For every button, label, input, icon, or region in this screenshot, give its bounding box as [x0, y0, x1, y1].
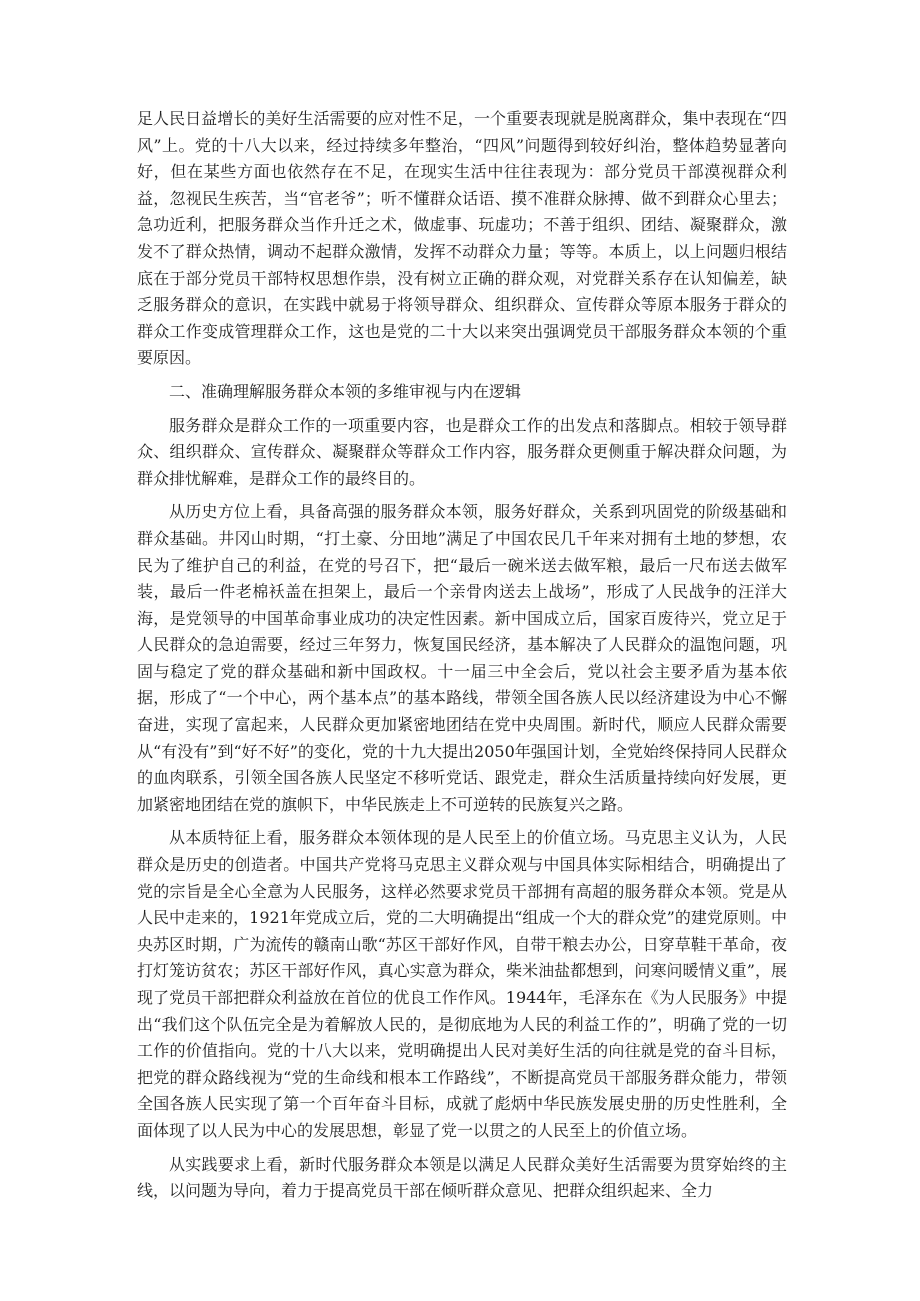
paragraph-essential-features: 从本质特征上看，服务群众本领体现的是人民至上的价值立场。马克思主义认为，人民群众是历史的创造者。中国共产党将马克思主义群众观与中国具体实际相结合，明确提出了党的宗旨是全心全意为人民服务，这样必然要求党员干部拥有高超的服务群众本领。党是从人民中走来的，1921年党成立后，党的二大明确提出“组成一个大的群众党”的建党原则。中央苏区时期，广为流传的赣南山歌“苏区干部好作风，自带干粮去办公，日穿草鞋干革命，夜打灯笼访贫农；苏区干部好作风，真心实意为群众，柴米油盐都想到，问寒问暖情义重”，展现了党员干部把群众利益放在首位的优良工作作风。1944年，毛泽东在《为人民服务》中提出“我们这个队伍完全是为着解放人民的，是彻底地为人民的利益工作的”，明确了党的一切工作的价值指向。党的十八大以来，党明确提出人民对美好生活的向往就是党的奋斗目标，把党的群众路线视为“党的生命线和根本工作路线”，不断提高党员干部服务群众能力，带领全国各族人民实现了第一个百年奋斗目标，成就了彪炳中华民族发展史册的历史性胜利，全面体现了以人民为中心的发展思想，彰显了党一以贯之的人民至上的价值立场。: [137, 828, 787, 1140]
paragraph-practical-requirements: 从实践要求上看，新时代服务群众本领是以满足人民群众美好生活需要为贯穿始终的主线，以问题为导向，着力于提高党员干部在倾听群众意见、把群众组织起来、全力: [137, 1154, 787, 1201]
paragraph-service-definition: 服务群众是群众工作的一项重要内容，也是群众工作的出发点和落脚点。相较于领导群众、组织群众、宣传群众、凝聚群众等群众工作内容，服务群众更侧重于解决群众问题，为群众排忧解难，是群众工作的最终目的。: [137, 415, 787, 488]
paragraph-continuation: 足人民日益增长的美好生活需要的应对性不足，一个重要表现就是脱离群众，集中表现在“四风”上。党的十八大以来，经过持续多年整治，“四风”问题得到较好纠治，整体趋势显著向好，但在某些方面也依然存在不足，在现实生活中往往表现为：部分党员干部漠视群众利益，忽视民生疾苦，当“官老爷”；听不懂群众话语、摸不准群众脉搏、做不到群众心里去；急功近利，把服务群众当作升迁之术，做虚事、玩虚功；不善于组织、团结、凝聚群众，激发不了群众热情，调动不起群众激情，发挥不动群众力量；等等。本质上，以上问题归根结底在于部分党员干部特权思想作祟，没有树立正确的群众观，对党群关系存在认知偏差，缺乏服务群众的意识，在实践中就易于将领导群众、组织群众、宣传群众等原本服务于群众的群众工作变成管理群众工作，这也是党的二十大以来突出强调党员干部服务群众本领的个重要原因。: [137, 109, 787, 368]
document-body: [137, 106, 787, 1205]
paragraph-historical-view: 从历史方位上看，具备高强的服务群众本领，服务好群众，关系到巩固党的阶级基础和群众基础。井冈山时期，“打土豪、分田地”满足了中国农民几千年来对拥有土地的梦想，农民为了维护自己的利益，在党的号召下，把“最后一碗米送去做军粮，最后一尺布送去做军装，最后一件老棉袄盖在担架上，最后一个亲骨肉送去上战场”，形成了人民战争的汪洋大海，是党领导的中国革命事业成功的决定性因素。新中国成立后，国家百废待兴，党立足于人民群众的急迫需要，经过三年努力，恢复国民经济，基本解决了人民群众的温饱问题，巩固与稳定了党的群众基础和新中国政权。十一届三中全会后，党以社会主要矛盾为基本依据，形成了“一个中心，两个基本点”的基本路线，带领全国各族人民以经济建设为中心不懈奋进，实现了富起来，人民群众更加紧密地团结在党中央周围。新时代，顺应人民群众需要从“有没有”到“好不好”的变化，党的十九大提出2050年强国计划，全党始终保持同人民群众的血肉联系，引领全国各族人民坚定不移听党话、跟党走，群众生活质量持续向好发展，更加紧密地团结在党的旗帜下，中华民族走上不可逆转的民族复兴之路。: [137, 502, 787, 814]
section-heading: 二、准确理解服务群众本领的多维审视与内在逻辑: [169, 381, 522, 401]
